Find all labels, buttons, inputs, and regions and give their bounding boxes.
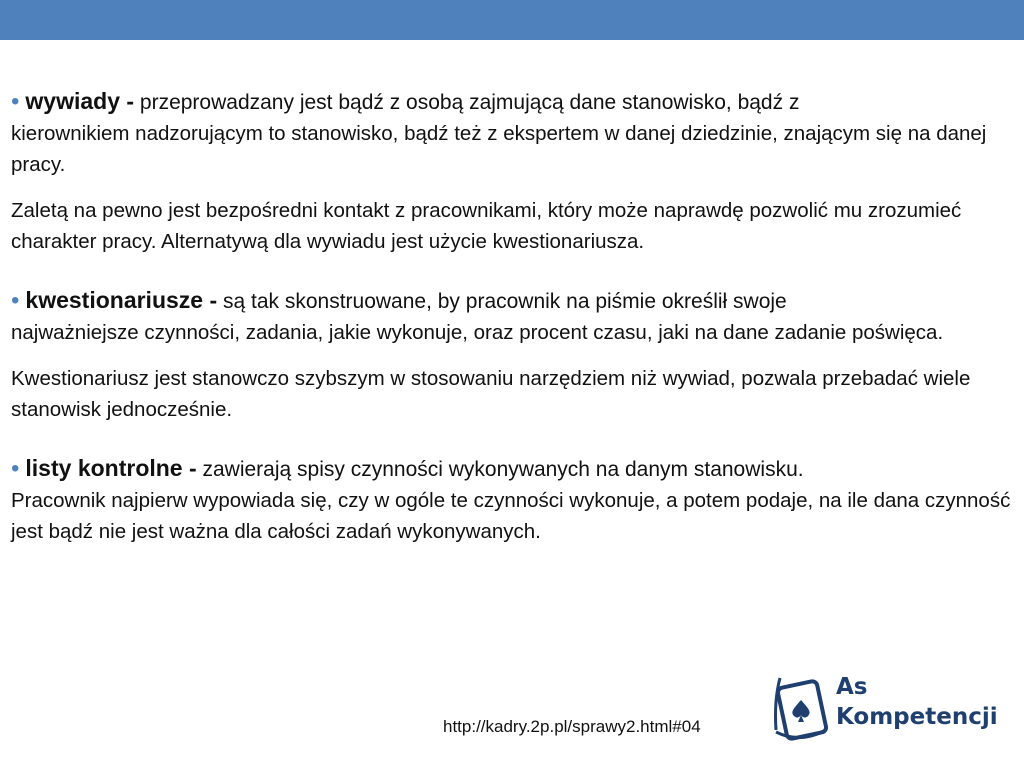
term-description: Pracownik najpierw wypowiada się, czy w ogóle te czynności wykonuje, a potem podaje, na ile dana czynność jest bądź nie jest ważna dla całości zadań wykonywanych. <box>11 489 1011 543</box>
header-bar <box>0 0 1024 40</box>
term-label: kwestionariusze - <box>25 287 218 313</box>
logo-text-line1: As <box>836 674 868 700</box>
logo <box>770 668 1010 748</box>
logo-text-line2: Kompetencji <box>836 704 998 730</box>
term-label: wywiady - <box>25 88 135 114</box>
term-lead: zawierają spisy czynności wykonywanych na danym stanowisku. <box>196 458 804 481</box>
term-lead: przeprowadzany jest bądź z osobą zajmującą dane stanowisko, bądź z <box>134 91 800 114</box>
bullet-wywiady <box>11 86 1017 180</box>
slide-content <box>11 86 1017 547</box>
bullet-marker: • <box>11 287 20 314</box>
bullet-marker: • <box>11 88 20 115</box>
note-kwestionariusze: Kwestionariusz jest stanowczo szybszym w stosowaniu narzędziem niż wywiad, pozwala przebadać wiele stanowisk jednocześnie. <box>11 367 971 421</box>
term-label: listy kontrolne - <box>25 455 197 481</box>
bullet-kwestionariusze <box>11 285 1017 348</box>
bullet-marker: • <box>11 455 20 482</box>
term-description: kierownikiem nadzorującym to stanowisko, bądź też z ekspertem w danej dziedzinie, znającym się na danej pracy. <box>11 122 987 176</box>
source-link[interactable]: http://kadry.2p.pl/sprawy2.html#04 <box>443 717 701 736</box>
bullet-listy-kontrolne <box>11 453 1017 547</box>
term-description: najważniejsze czynności, zadania, jakie wykonuje, oraz procent czasu, jaki na dane zadanie poświęca. <box>11 321 944 344</box>
term-lead: są tak skonstruowane, by pracownik na piśmie określił swoje <box>217 290 787 313</box>
note-wywiady: Zaletą na pewno jest bezpośredni kontakt z pracownikami, który może naprawdę pozwolić mu zrozumieć charakter pracy. Alternatywą dla wywiadu jest użycie kwestionariusza. <box>11 199 962 253</box>
spade-card-icon <box>770 670 832 746</box>
